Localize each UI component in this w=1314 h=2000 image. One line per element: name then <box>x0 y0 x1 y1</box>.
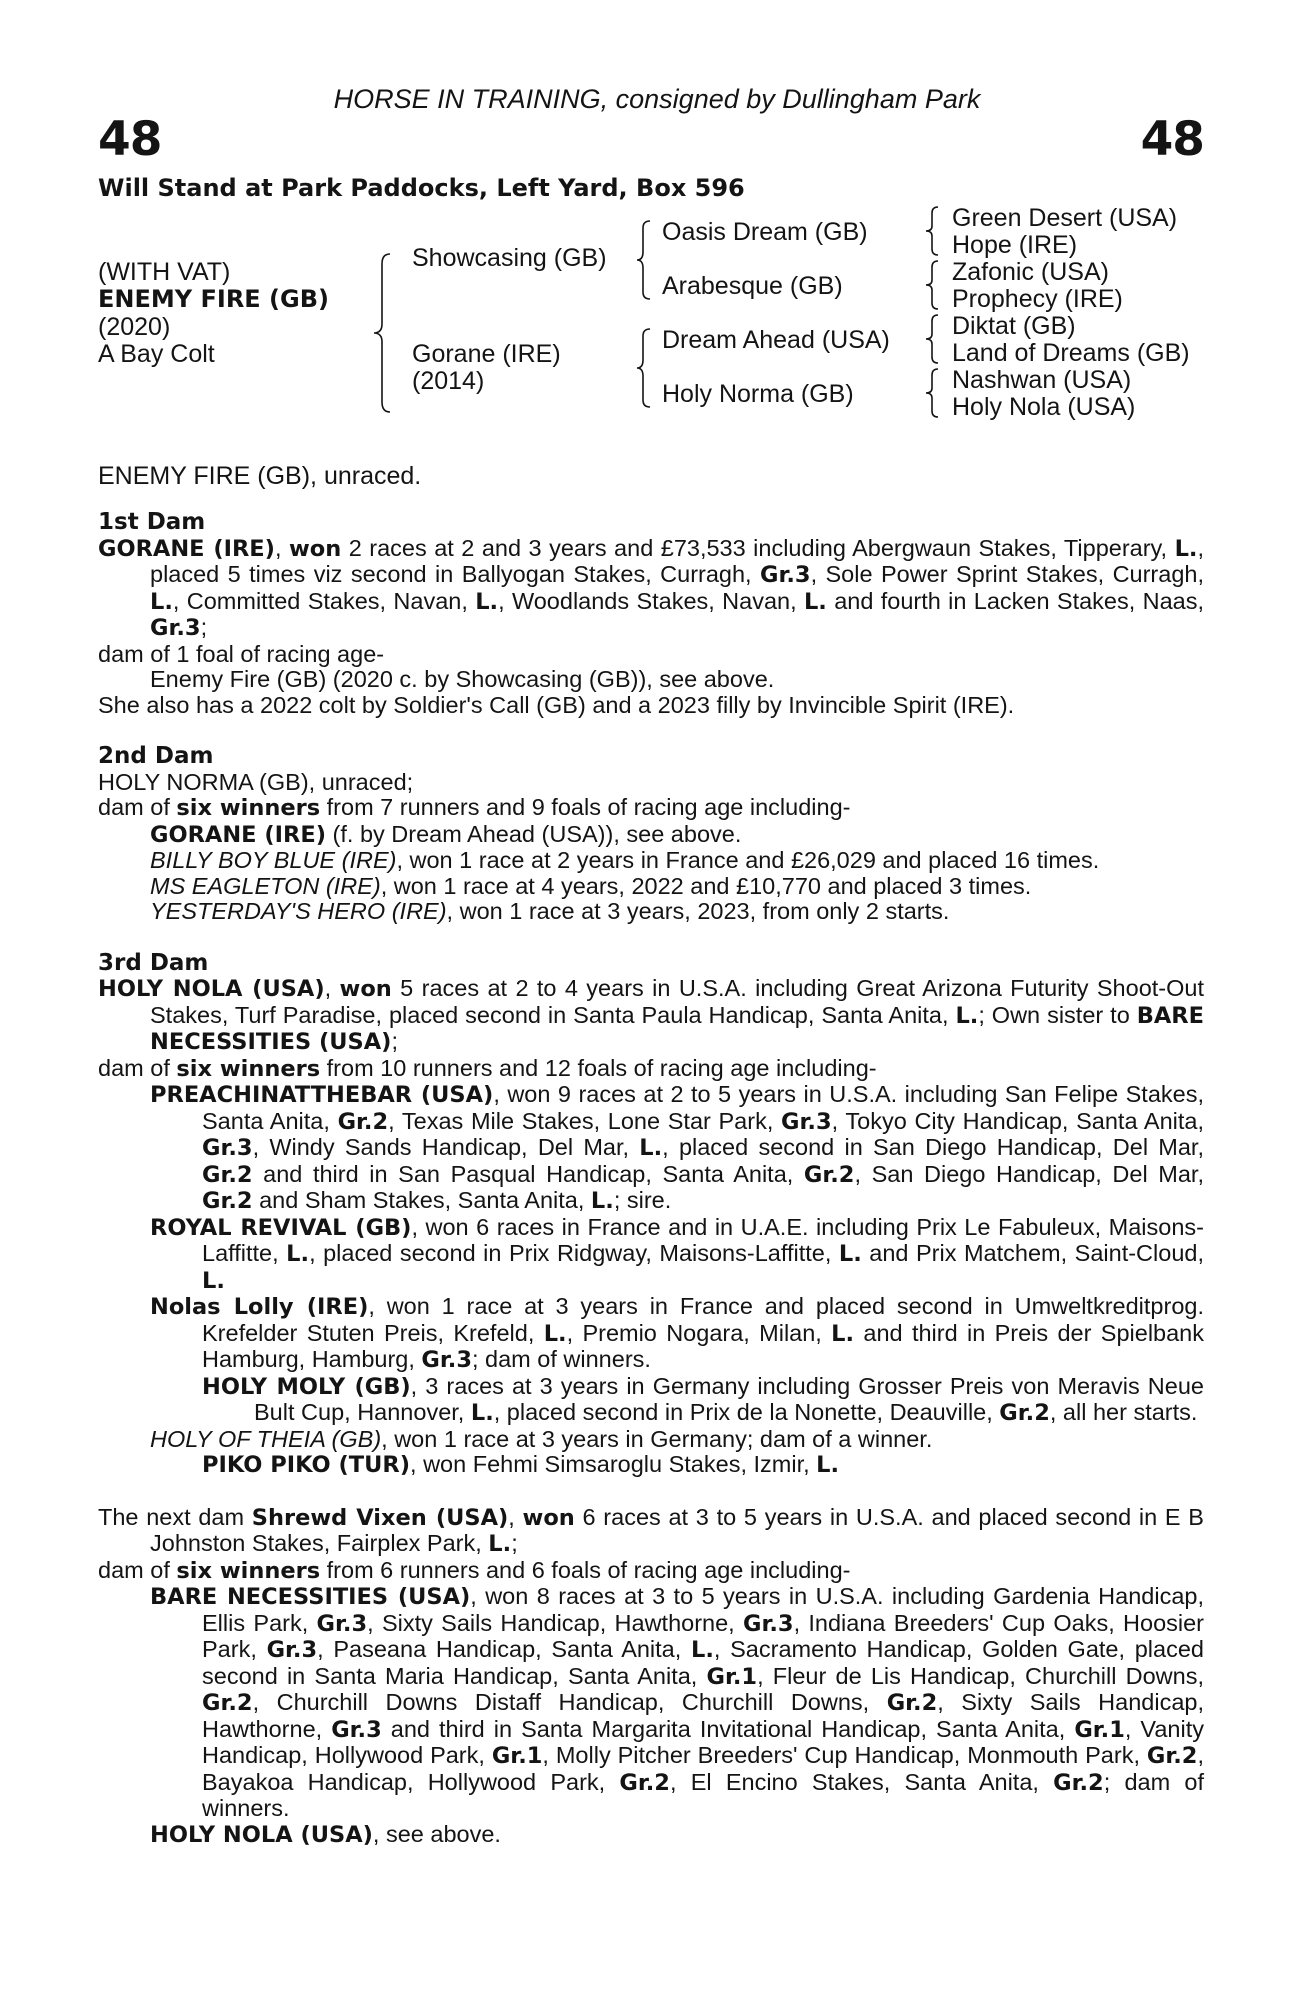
sire-dam: Arabesque (GB) <box>662 272 843 300</box>
lot-number-left: 48 <box>98 112 162 167</box>
g3-hope: Hope (IRE) <box>952 231 1078 259</box>
dam3-offspring-royal: ROYAL REVIVAL (GB), won 6 races in France and in U.A.E. including Prix Le Fabuleux, Maisons-Laffitte, L., placed second in Prix Ridgway, Maisons-Laffitte, L. and Prix Matchem, Saint-Cloud, L. <box>150 1213 1204 1294</box>
lot-number-right: 48 <box>1140 112 1204 167</box>
family-notes <box>98 510 1204 1848</box>
dam3-dam-of: dam of six winners from 10 runners and 12 foals of racing age including- <box>98 1054 877 1082</box>
dam3-offspring-preach: PREACHINATTHEBAR (USA), won 9 races at 2 to 5 years in U.S.A. including San Felipe Stakes, Santa Anita, Gr.2, Texas Mile Stakes, Lone Star Park, Gr.3, Tokyo City Handicap, Santa Anita, Gr.3, Windy Sands Handicap, Del Mar, L., placed second in San Diego Handicap, Del Mar, Gr.2 and third in San Pasqual Handicap, Santa Anita, Gr.2, San Diego Handicap, Del Mar, Gr.2 and Sham Stakes, Santa Anita, L.; sire. <box>150 1081 1204 1214</box>
dam3-record: HOLY NOLA (USA), won 5 races at 2 to 4 years in U.S.A. including Great Arizona Futurity Shoot-Out Stakes, Turf Paradise, placed second in Santa Paula Handicap, Santa Anita, L.; Own sister to BARE NECESSITIES (USA); <box>98 975 1204 1055</box>
g3-zafonic: Zafonic (USA) <box>952 258 1109 286</box>
g3-prophecy: Prophecy (IRE) <box>952 285 1123 313</box>
g3-holy-nola: Holy Nola (USA) <box>952 393 1136 421</box>
dam3-offspring-holymoly: HOLY MOLY (GB), 3 races at 3 years in Germany including Grosser Preis von Meravis Neue Bult Cup, Hannover, L., placed second in Prix de la Nonette, Deauville, Gr.2, all her starts. <box>202 1372 1204 1426</box>
brace-parents <box>368 250 398 416</box>
g3-green-desert: Green Desert (USA) <box>952 204 1178 232</box>
dam2-offspring-gorane: GORANE (IRE) (f. by Dream Ahead (USA)), see above. <box>150 820 742 848</box>
dam2-line: HOLY NORMA (GB), unraced; <box>98 768 414 795</box>
next-dam-offspring-nola: HOLY NOLA (USA), see above. <box>150 1820 501 1848</box>
brace-g3-4 <box>920 366 944 420</box>
g3-diktat: Diktat (GB) <box>952 312 1076 340</box>
g3-land-of-dreams: Land of Dreams (GB) <box>952 339 1190 367</box>
dam: Gorane (IRE) <box>412 340 561 368</box>
dam1-won: won <box>288 535 342 562</box>
next-dam-record: The next dam Shrewd Vixen (USA), won 6 races at 3 to 5 years in U.S.A. and placed second in E B Johnston Stakes, Fairplex Park, L.; <box>98 1503 1204 1557</box>
dam2-offspring-yesterday: YESTERDAY'S HERO (IRE), won 1 race at 3 years, 2023, from only 2 starts. <box>150 898 950 924</box>
dam1-foals: dam of 1 foal of racing age- <box>98 640 385 667</box>
dam-sire: Dream Ahead (USA) <box>662 326 890 354</box>
dam3-offspring-nolas: Nolas Lolly (IRE), won 1 race at 3 years in France and placed second in Umweltkreditprog. Krefelder Stuten Preis, Krefeld, L., Premio Nogara, Milan, L. and third in Preis der Spielbank Hamburg, Hamburg, Gr.3; dam of winners. <box>150 1293 1204 1373</box>
subject-description: A Bay Colt <box>98 340 215 368</box>
dam1-record: GORANE (IRE), won 2 races at 2 and 3 years and £73,533 including Abergwaun Stakes, Tipperary, L., placed 5 times viz second in Ballyogan Stakes, Curragh, Gr.3, Sole Power Sprint Stakes, Curragh, L., Committed Stakes, Navan, L., Woodlands Stakes, Navan, L. and fourth in Lacken Stakes, Naas, Gr.3; <box>98 534 1205 641</box>
brace-g3-1 <box>920 204 944 258</box>
dam3-heading: 3rd Dam <box>98 949 209 976</box>
sire: Showcasing (GB) <box>412 244 607 272</box>
next-dam-offspring-bare: BARE NECESSITIES (USA), won 8 races at 3 to 5 years in U.S.A. including Gardenia Handicap, Ellis Park, Gr.3, Sixty Sails Handicap, Hawthorne, Gr.3, Indiana Breeders' Cup Oaks, Hoosier Park, Gr.3, Paseana Handicap, Santa Anita, L., Sacramento Handicap, Golden Gate, placed second in Santa Maria Handicap, Santa Anita, Gr.1, Fleur de Lis Handicap, Churchill Downs, Gr.2, Churchill Downs Distaff Handicap, Churchill Downs, Gr.2, Sixty Sails Handicap, Hawthorne, Gr.3 and third in Santa Margarita Invitational Handicap, Santa Anita, Gr.1, Vanity Handicap, Hollywood Park, Gr.1, Molly Pitcher Breeders' Cup Handicap, Monmouth Park, Gr.2, Bayakoa Handicap, Hollywood Park, Gr.2, El Encino Stakes, Santa Anita, Gr.2; dam of winners. <box>150 1583 1205 1821</box>
dam-year: (2014) <box>412 367 485 395</box>
subject-vat: (WITH VAT) <box>98 258 231 286</box>
dam1-name: GORANE (IRE) <box>98 535 275 562</box>
dam3-offspring-piko: PIKO PIKO (TUR), won Fehmi Simsaroglu Stakes, Izmir, L. <box>202 1451 840 1478</box>
dam2-dam-of: dam of six winners from 7 runners and 9 foals of racing age including- <box>98 794 851 821</box>
dam1-also: She also has a 2022 colt by Soldier's Call (GB) and a 2023 filly by Invincible Spirit (IRE). <box>98 691 1015 718</box>
stand-location: Will Stand at Park Paddocks, Left Yard, Box 596 <box>98 174 745 202</box>
brace-g3-3 <box>920 312 944 366</box>
dam2-offspring-ms: MS EAGLETON (IRE), won 1 race at 4 years, 2022 and £10,770 and placed 3 times. <box>150 872 1032 899</box>
sire-sire: Oasis Dream (GB) <box>662 218 868 246</box>
consignment-line: HORSE IN TRAINING, consigned by Dullingham Park <box>333 84 981 114</box>
dam1-offspring: Enemy Fire (GB) (2020 c. by Showcasing (GB)), see above. <box>150 666 775 692</box>
next-dam-dam-of: dam of six winners from 6 runners and 6 foals of racing age including- <box>98 1556 851 1584</box>
dam3-offspring-theia: HOLY OF THEIA (GB), won 1 race at 3 years in Germany; dam of a winner. <box>150 1425 933 1452</box>
g3-nashwan: Nashwan (USA) <box>952 366 1132 394</box>
dam2-offspring-billy: BILLY BOY BLUE (IRE), won 1 race at 2 years in France and £26,029 and placed 16 times. <box>150 847 1100 873</box>
dam1-heading: 1st Dam <box>98 509 206 535</box>
dam-dam: Holy Norma (GB) <box>662 380 854 408</box>
brace-g3-2 <box>920 258 944 312</box>
subject-name: ENEMY FIRE (GB) <box>98 285 329 313</box>
subject-year: (2020) <box>98 313 171 341</box>
intro-line: ENEMY FIRE (GB), unraced. <box>98 462 422 490</box>
dam2-heading: 2nd Dam <box>98 743 214 769</box>
brace-dam <box>632 326 656 410</box>
brace-sire <box>632 218 656 302</box>
